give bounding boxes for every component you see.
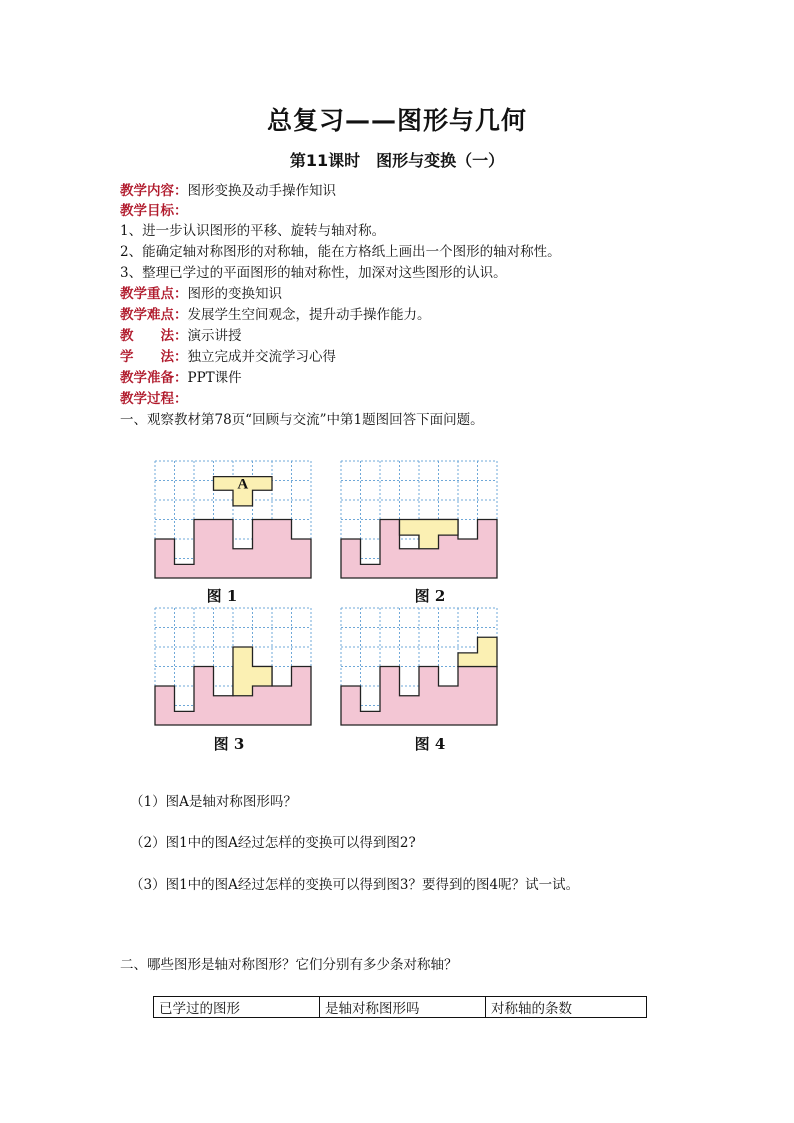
page-title: 总复习——图形与几何 bbox=[266, 106, 527, 135]
figure-3 bbox=[154, 607, 312, 728]
pink-base-shape bbox=[341, 667, 497, 726]
table-header-symmetric: 是轴对称图形吗 bbox=[320, 997, 486, 1018]
figure-2 bbox=[340, 460, 498, 581]
section-2-heading: 二、哪些图形是轴对称图形？它们分别有多少条对称轴？ bbox=[120, 957, 458, 973]
field-difficulties: 教学难点：发展学生空间观念，提升动手操作能力。 bbox=[120, 307, 431, 323]
figure-1 bbox=[154, 460, 312, 581]
field-content: 教学内容：图形变换及动手操作知识 bbox=[120, 183, 336, 199]
figure-1-caption: 图 1 bbox=[206, 587, 238, 605]
pink-base-shape bbox=[155, 520, 311, 579]
table-header-shape: 已学过的图形 bbox=[154, 997, 320, 1018]
field-teaching-method: 教 法：演示讲授 bbox=[120, 328, 242, 344]
shape-a-label: A bbox=[237, 476, 249, 493]
figure-3-caption: 图 3 bbox=[213, 735, 245, 753]
goal-1: 1、进一步认识图形的平移、旋转与轴对称。 bbox=[120, 223, 386, 239]
table-header-axis-count: 对称轴的条数 bbox=[486, 997, 647, 1018]
symmetry-table bbox=[153, 996, 647, 1018]
figure-4 bbox=[340, 607, 498, 728]
shape-a bbox=[458, 637, 497, 666]
field-preparation: 教学准备：PPT课件 bbox=[120, 370, 242, 386]
field-goals: 教学目标： bbox=[120, 203, 188, 219]
question-3: （3）图1中的图A经过怎样的变换可以得到图3？要得到的图4呢？试一试。 bbox=[130, 877, 580, 893]
field-key-points: 教学重点：图形的变换知识 bbox=[120, 286, 282, 302]
goal-2: 2、能确定轴对称图形的对称轴，能在方格纸上画出一个图形的轴对称性。 bbox=[120, 244, 561, 260]
figure-2-caption: 图 2 bbox=[414, 587, 446, 605]
question-2: （2）图1中的图A经过怎样的变换可以得到图2? bbox=[130, 835, 416, 851]
table-row bbox=[154, 997, 647, 1018]
lesson-subtitle: 第11课时 图形与变换（一） bbox=[289, 151, 505, 170]
question-1: （1）图A是轴对称图形吗？ bbox=[130, 794, 297, 810]
section-1-heading: 一、观察教材第78页“回顾与交流”中第1题图回答下面问题。 bbox=[120, 412, 484, 428]
figure-4-caption: 图 4 bbox=[414, 735, 446, 753]
field-process: 教学过程： bbox=[120, 391, 188, 407]
field-learning-method: 学 法：独立完成并交流学习心得 bbox=[120, 349, 336, 365]
goal-3: 3、整理已学过的平面图形的轴对称性，加深对这些图形的认识。 bbox=[120, 265, 507, 281]
